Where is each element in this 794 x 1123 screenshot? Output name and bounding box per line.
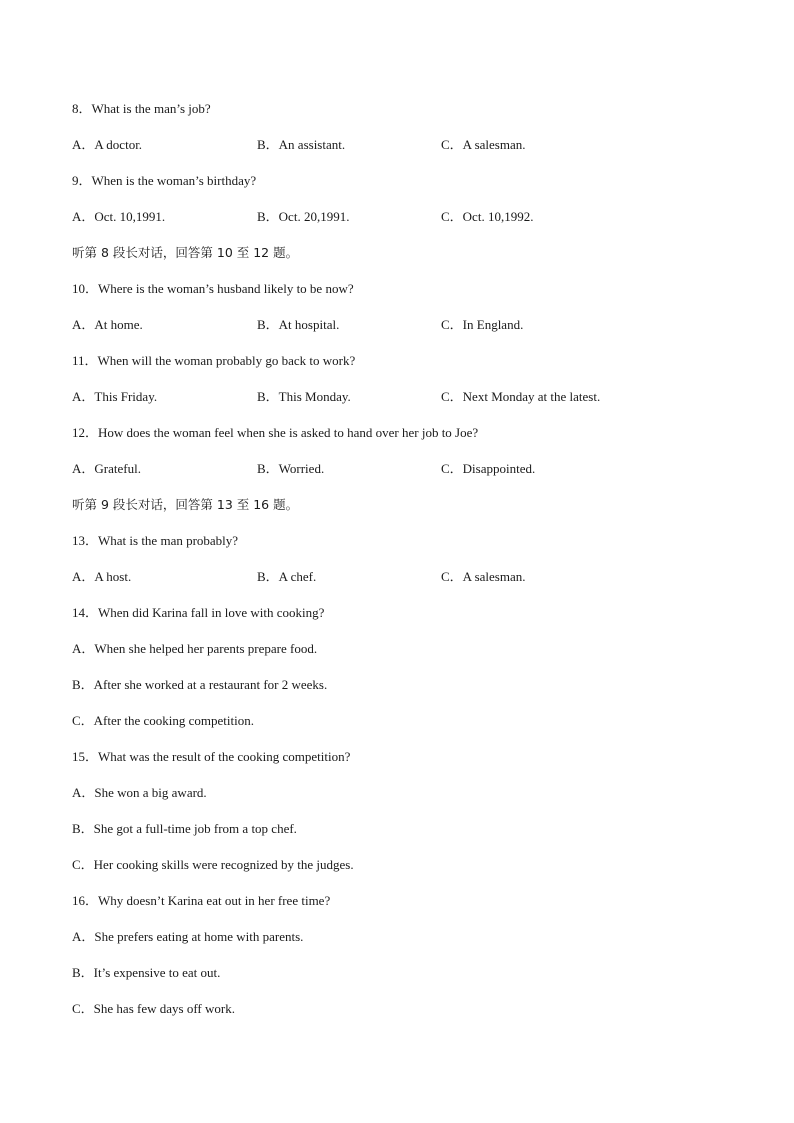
option-12-a: A．Grateful. [72, 461, 141, 476]
options-row-9 [72, 209, 722, 225]
option-8-c: C．A salesman. [441, 137, 526, 152]
question-11: 11．When will the woman probably go back to work? [72, 353, 356, 368]
option-13-b: B．A chef. [257, 569, 317, 584]
option-14-a: A．When she helped her parents prepare food. [72, 641, 318, 656]
option-10-b: B．At hospital. [257, 317, 340, 332]
option-16-c: C．She has few days off work. [72, 1001, 235, 1016]
option-10-a: A．At home. [72, 317, 143, 332]
option-14-c: C．After the cooking competition. [72, 713, 254, 728]
question-15: 15．What was the result of the cooking competition? [72, 749, 351, 764]
option-15-c: C．Her cooking skills were recognized by the judges. [72, 857, 354, 872]
option-16-b: B．It’s expensive to eat out. [72, 965, 221, 980]
question-13: 13．What is the man probably? [72, 533, 239, 548]
options-row-8 [72, 137, 722, 153]
option-9-a: A．Oct. 10,1991. [72, 209, 166, 224]
option-13-c: C．A salesman. [441, 569, 526, 584]
question-8: 8．What is the man’s job? [72, 101, 211, 116]
option-14-b: B．After she worked at a restaurant for 2 weeks. [72, 677, 328, 692]
options-row-13 [72, 569, 722, 585]
option-11-c: C．Next Monday at the latest. [441, 389, 601, 404]
option-12-b: B．Worried. [257, 461, 325, 476]
question-16: 16．Why doesn’t Karina eat out in her free time? [72, 893, 331, 908]
options-row-12 [72, 461, 722, 477]
section-heading-8: 听第 8 段长对话，回答第 10 至 12 题。 [72, 245, 299, 260]
option-9-b: B．Oct. 20,1991. [257, 209, 350, 224]
option-12-c: C．Disappointed. [441, 461, 536, 476]
option-10-c: C．In England. [441, 317, 524, 332]
option-8-a: A．A doctor. [72, 137, 143, 152]
options-row-11 [72, 389, 722, 405]
option-8-b: B．An assistant. [257, 137, 346, 152]
option-15-a: A．She won a big award. [72, 785, 207, 800]
option-16-a: A．She prefers eating at home with parents. [72, 929, 304, 944]
question-12: 12．How does the woman feel when she is asked to hand over her job to Joe? [72, 425, 479, 440]
option-13-a: A．A host. [72, 569, 132, 584]
options-row-10 [72, 317, 722, 333]
option-11-a: A．This Friday. [72, 389, 158, 404]
option-11-b: B．This Monday. [257, 389, 351, 404]
question-9: 9．When is the woman’s birthday? [72, 173, 257, 188]
section-heading-9: 听第 9 段长对话，回答第 13 至 16 题。 [72, 497, 299, 512]
option-9-c: C．Oct. 10,1992. [441, 209, 534, 224]
question-10: 10．Where is the woman’s husband likely to be now? [72, 281, 354, 296]
option-15-b: B．She got a full-time job from a top chef. [72, 821, 297, 836]
question-14: 14．When did Karina fall in love with cooking? [72, 605, 325, 620]
